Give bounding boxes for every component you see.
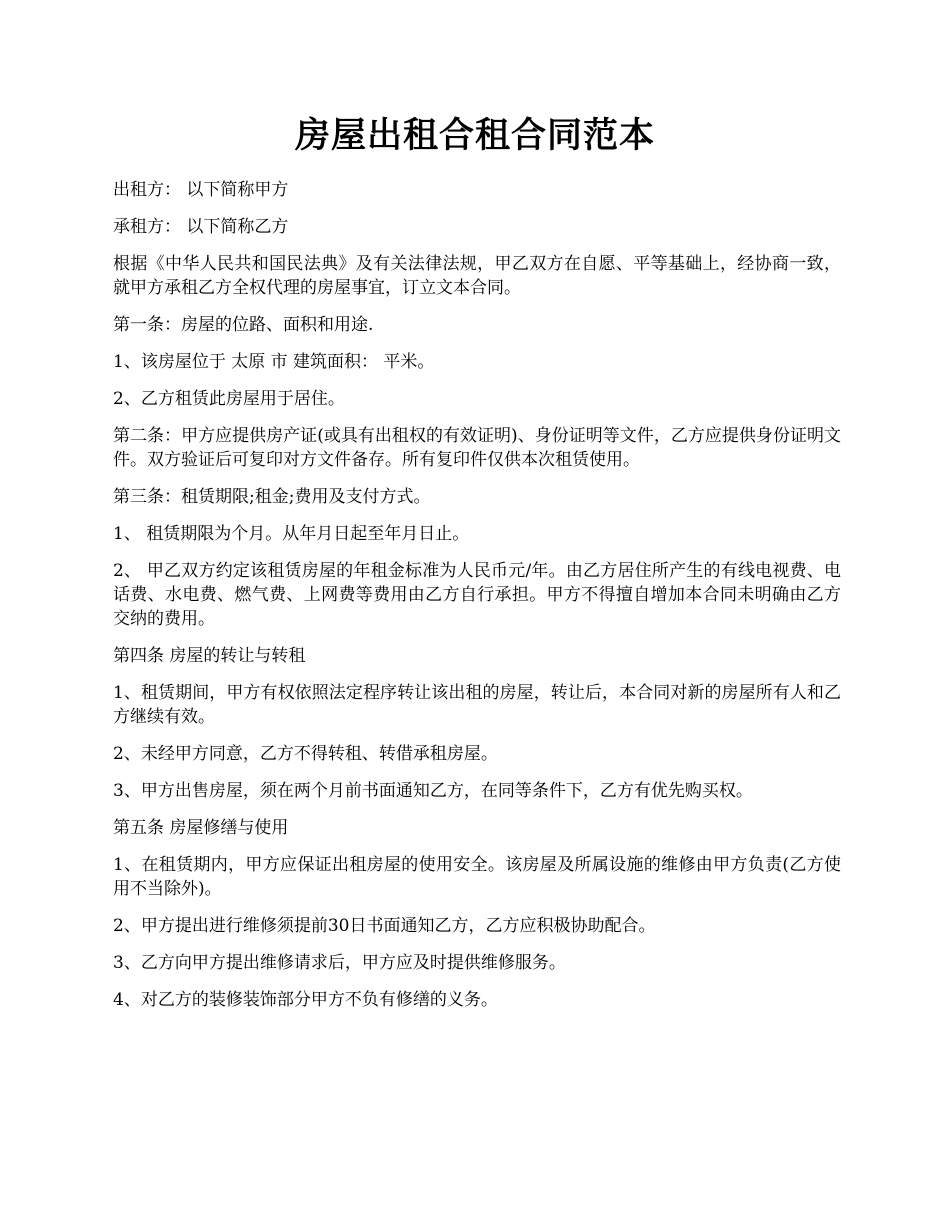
article-5-item-1: 1、在租赁期内，甲方应保证出租房屋的使用安全。该房屋及所属设施的维修由甲方负责(乙方使用不当除外)。 — [113, 855, 841, 899]
article-4-item-3: 3、甲方出售房屋，须在两个月前书面通知乙方，在同等条件下，乙方有优先购买权。 — [113, 781, 753, 801]
article-2: 第二条：甲方应提供房产证(或具有出租权的有效证明)、身份证明等文件，乙方应提供身份证明文件。双方验证后可复印对方文件备存。所有复印件仅供本次租赁使用。 — [113, 426, 841, 470]
article-4-item-1: 1、租赁期间，甲方有权依照法定程序转让该出租的房屋，转让后，本合同对新的房屋所有人和乙方继续有效。 — [113, 683, 841, 727]
article-3-item-1: 1、 租赁期限为个月。从年月日起至年月日止。 — [113, 524, 470, 544]
article-5-heading: 第五条 房屋修缮与使用 — [113, 818, 289, 838]
party-lessee: 承租方： 以下简称乙方 — [113, 217, 289, 237]
article-3-item-2: 2、 甲乙双方约定该租赁房屋的年租金标准为人民币元/年。由乙方居住所产生的有线电视费、电话费、水电费、燃气费、上网费等费用由乙方自行承担。甲方不得擅自增加本合同未明确由乙方交纳的费用。 — [113, 561, 841, 629]
article-4-heading: 第四条 房屋的转让与转租 — [113, 646, 306, 666]
article-5-item-3: 3、乙方向甲方提出维修请求后，甲方应及时提供维修服务。 — [113, 953, 566, 973]
party-lessor: 出租方： 以下简称甲方 — [113, 180, 289, 200]
document-body — [113, 178, 841, 1025]
article-1-heading: 第一条：房屋的位路、面积和用途. — [113, 315, 374, 335]
article-5-item-2: 2、甲方提出进行维修须提前30日书面通知乙方，乙方应积极协助配合。 — [113, 916, 656, 936]
article-3-heading: 第三条：租赁期限;租金;费用及支付方式。 — [113, 487, 431, 507]
article-5-item-4: 4、对乙方的装修装饰部分甲方不负有修缮的义务。 — [113, 990, 498, 1010]
preamble: 根据《中华人民共和国民法典》及有关法律法规，甲乙双方在自愿、平等基础上，经协商一致，就甲方承租乙方全权代理的房屋事宜，订立文本合同。 — [113, 254, 841, 298]
article-4-item-2: 2、未经甲方同意，乙方不得转租、转借承租房屋。 — [113, 744, 498, 764]
article-1-item-2: 2、乙方租赁此房屋用于居住。 — [113, 389, 345, 409]
article-1-item-1: 1、该房屋位于 太原 市 建筑面积： 平米。 — [113, 352, 435, 372]
document-title: 房屋出租合租合同范本 — [294, 115, 655, 156]
